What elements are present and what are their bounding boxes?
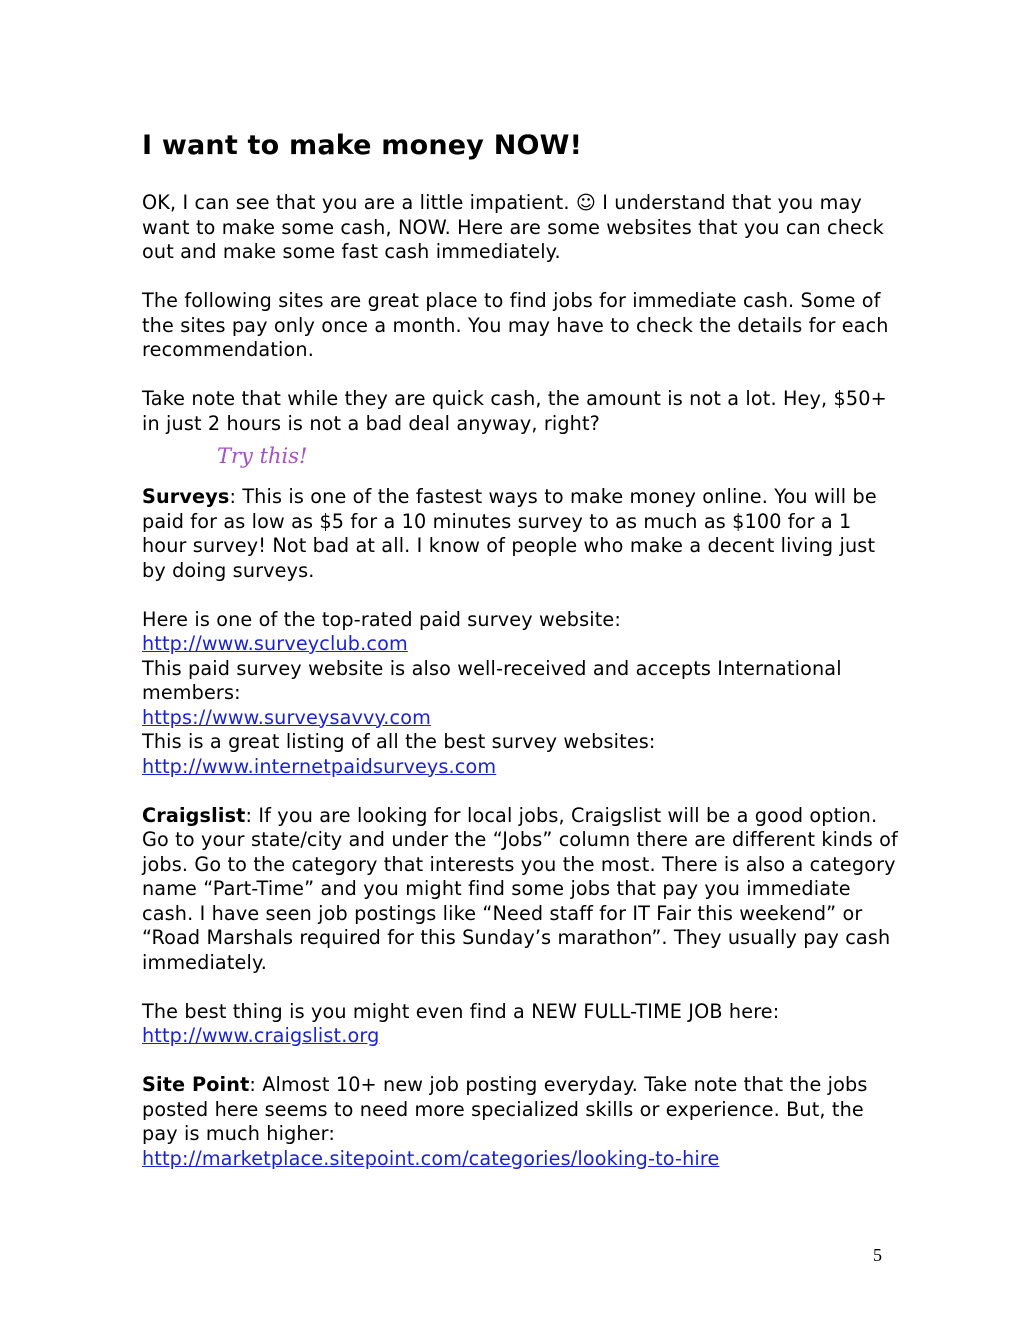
craigslist-line-1: The best thing is you might even find a NEW FULL-TIME JOB here: (142, 999, 780, 1023)
intro-paragraph (142, 191, 902, 265)
sitepoint-text: : Almost 10+ new job posting everyday. Take note that the jobs posted here seems to need more specialized skills or experience. But, the pay is much higher: (142, 1073, 868, 1145)
sitepoint-title: Site Point (142, 1073, 250, 1096)
intro-text-end: I understand that you may want to make some cash, NOW. Here are some websites that you can check out and make some fast cash immediately. (142, 191, 884, 263)
sites-paragraph: The following sites are great place to find jobs for immediate cash. Some of the sites pay only once a month. You may have to check the details for each recommendation. (142, 289, 889, 361)
sitepoint-paragraph (142, 1073, 902, 1147)
surveys-text: : This is one of the fastest ways to make money online. You will be paid for as low as $5 for a 10 minutes survey to as much as $100 for a 1 hour survey! Not bad at all. I know of people who make a decent living just by doing surveys. (142, 485, 877, 582)
survey-line-1: Here is one of the top-rated paid survey website: (142, 607, 621, 631)
internetpaidsurveys-link[interactable]: http://www.internetpaidsurveys.com (142, 754, 497, 778)
craigslist-text: : If you are looking for local jobs, Craigslist will be a good option. Go to your state/city and under the “Jobs” column there are different kinds of jobs. Go to the category that interests you the most. There is also a category name “Part-Time” and you might find some jobs that pay you immediate cash. I have seen job postings like “Need staff for IT Fair this weekend” or “Road Marshals required for this Sunday’s marathon”. They usually pay cash immediately. (142, 803, 898, 974)
smiley-icon: ☺ (575, 191, 596, 214)
craigslist-paragraph (142, 804, 902, 976)
surveysavvy-link[interactable]: https://www.surveysavvy.com (142, 705, 431, 729)
surveys-title: Surveys (142, 485, 230, 508)
craigslist-title: Craigslist (142, 803, 246, 827)
intro-text-start: OK, I can see that you are a little impatient. (142, 191, 576, 214)
page-title: I want to make money NOW! (142, 130, 583, 161)
page-number: 5 (873, 1245, 882, 1265)
surveys-paragraph (142, 485, 902, 583)
quick-cash-paragraph: Take note that while they are quick cash, the amount is not a lot. Hey, $50+ in just 2 hours is not a bad deal anyway, right? (142, 387, 887, 435)
survey-line-2: This paid survey website is also well-received and accepts International members: (142, 656, 842, 704)
craigslist-link[interactable]: http://www.craigslist.org (142, 1024, 380, 1047)
sitepoint-link[interactable]: http://marketplace.sitepoint.com/categories/looking-to-hire (142, 1146, 720, 1170)
surveyclub-link[interactable]: http://www.surveyclub.com (142, 632, 408, 655)
try-this-callout: Try this! (217, 444, 308, 468)
survey-line-3: This is a great listing of all the best survey websites: (142, 730, 656, 753)
document-page (142, 128, 902, 1171)
